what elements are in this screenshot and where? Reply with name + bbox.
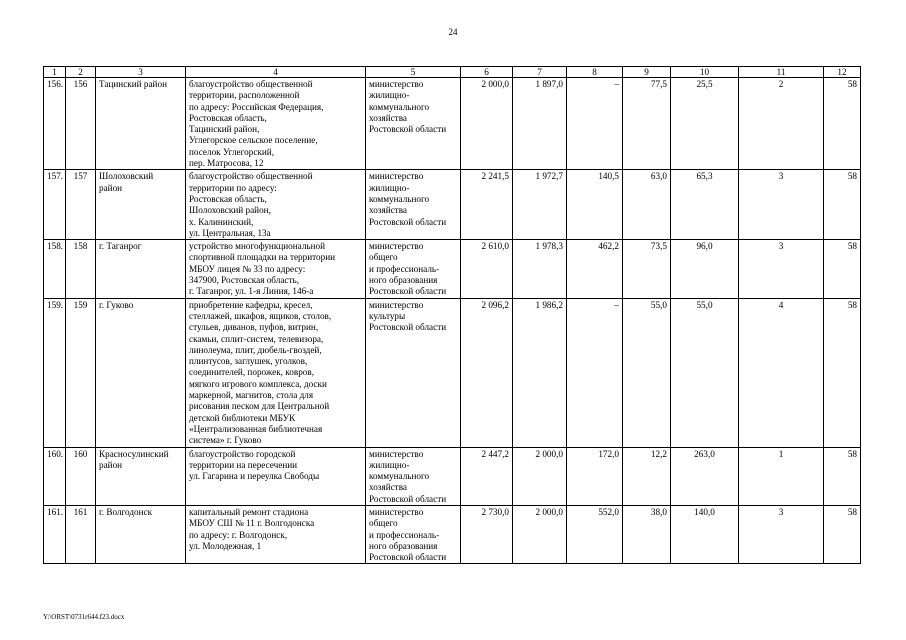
score-cell: 2 [739,78,824,170]
responsible-ministry-cell: министерство культуры Ростовской области [366,298,461,447]
column-header: 4 [186,67,366,78]
business-funds-cell: 263,0 [671,447,739,505]
rating-cell: 58 [824,170,861,240]
column-header: 8 [567,67,623,78]
column-number-row [44,67,861,78]
business-funds-cell: 25,5 [671,78,739,170]
total-cost-cell: 2 241,5 [461,170,513,240]
project-description-cell: благоустройство общественной территории, расположенной по адресу: Российская Федерация, Ростовская область, Тацинский район, Углегорское сельское поселение, поселок Углегорский, пер. Матросова, 12 [186,78,366,170]
population-funds-cell: 63,0 [623,170,671,240]
population-funds-cell: 55,0 [623,298,671,447]
project-number-cell: 161 [66,505,96,563]
project-description-cell: капитальный ремонт стадиона МБОУ СШ № 11 г. Волгодонска по адресу: г. Волгодонск, ул. Молодежная, 1 [186,505,366,563]
table-row [44,505,861,563]
score-cell: 3 [739,240,824,298]
rating-cell: 58 [824,505,861,563]
regional-budget-cell: 1 986,2 [513,298,567,447]
regional-budget-cell: 2 000,0 [513,505,567,563]
population-funds-cell: 38,0 [623,505,671,563]
row-index-cell: 160. [44,447,66,505]
row-index-cell: 159. [44,298,66,447]
local-budget-cell: 172,0 [567,447,623,505]
total-cost-cell: 2 610,0 [461,240,513,298]
population-funds-cell: 73,5 [623,240,671,298]
column-header: 2 [66,67,96,78]
regional-budget-cell: 1 978,3 [513,240,567,298]
row-index-cell: 157. [44,170,66,240]
project-number-cell: 157 [66,170,96,240]
column-header: 12 [824,67,861,78]
business-funds-cell: 55,0 [671,298,739,447]
score-cell: 1 [739,447,824,505]
project-description-cell: благоустройство общественной территории по адресу: Ростовская область, Шолоховский район, х. Калининский, ул. Центральная, 13а [186,170,366,240]
local-budget-cell: – [567,78,623,170]
score-cell: 3 [739,170,824,240]
responsible-ministry-cell: министерство общего и профессиональ- ного образования Ростовской области [366,505,461,563]
project-description-cell: устройство многофункциональной спортивной площадки на территории МБОУ лицея № 33 по адресу: 347900, Ростовская область, г. Таганрог, ул. 1-я Линия, 146-а [186,240,366,298]
regional-budget-cell: 2 000,0 [513,447,567,505]
municipality-cell: г. Волгодонск [96,505,186,563]
local-budget-cell: 462,2 [567,240,623,298]
population-funds-cell: 77,5 [623,78,671,170]
responsible-ministry-cell: министерство жилищно- коммунального хозяйства Ростовской области [366,170,461,240]
table-row [44,240,861,298]
rating-cell: 58 [824,78,861,170]
local-budget-cell: 552,0 [567,505,623,563]
project-number-cell: 159 [66,298,96,447]
file-path-footer: Y:\ORST\0731r644.f23.docx [43,613,125,621]
rating-cell: 58 [824,447,861,505]
municipality-cell: Красносулинский район [96,447,186,505]
business-funds-cell: 96,0 [671,240,739,298]
rating-cell: 58 [824,298,861,447]
total-cost-cell: 2 096,2 [461,298,513,447]
rating-cell: 58 [824,240,861,298]
page-number: 24 [448,27,458,37]
table-row [44,298,861,447]
municipality-cell: г. Таганрог [96,240,186,298]
score-cell: 4 [739,298,824,447]
responsible-ministry-cell: министерство общего и профессиональ- ного образования Ростовской области [366,240,461,298]
project-number-cell: 160 [66,447,96,505]
column-header: 10 [671,67,739,78]
column-header: 6 [461,67,513,78]
municipality-cell: г. Гуково [96,298,186,447]
column-header: 11 [739,67,824,78]
table-row [44,170,861,240]
total-cost-cell: 2 000,0 [461,78,513,170]
projects-table [43,66,861,564]
column-header: 9 [623,67,671,78]
regional-budget-cell: 1 897,0 [513,78,567,170]
project-number-cell: 158 [66,240,96,298]
column-header: 7 [513,67,567,78]
table-row [44,447,861,505]
project-description-cell: приобретение кафедры, кресел, стеллажей, шкафов, ящиков, столов, стульев, диванов, пуфов, витрин, скамьи, сплит-систем, телевизора, линолеума, плит, дюбель-гвоздей, плинтусов, заглушек, уголков, соединителей, порожек, ковров, мягкого игрового комплекса, доски маркерной, магнитов, стола для рисования песком для Центральной детской библиотеки МБУК «Централизованная библиотечная система» г. Гуково [186,298,366,447]
population-funds-cell: 12,2 [623,447,671,505]
score-cell: 3 [739,505,824,563]
business-funds-cell: 65,3 [671,170,739,240]
row-index-cell: 156. [44,78,66,170]
column-header: 3 [96,67,186,78]
column-header: 1 [44,67,66,78]
local-budget-cell: – [567,298,623,447]
project-number-cell: 156 [66,78,96,170]
project-description-cell: благоустройство городской территории на пересечении ул. Гагарина и переулка Свободы [186,447,366,505]
total-cost-cell: 2 447,2 [461,447,513,505]
responsible-ministry-cell: министерство жилищно- коммунального хозяйства Ростовской области [366,78,461,170]
regional-budget-cell: 1 972,7 [513,170,567,240]
municipality-cell: Шолоховский район [96,170,186,240]
row-index-cell: 161. [44,505,66,563]
total-cost-cell: 2 730,0 [461,505,513,563]
table-row [44,78,861,170]
local-budget-cell: 140,5 [567,170,623,240]
table-body [44,78,861,564]
column-header: 5 [366,67,461,78]
business-funds-cell: 140,0 [671,505,739,563]
responsible-ministry-cell: министерство жилищно- коммунального хозяйства Ростовской области [366,447,461,505]
row-index-cell: 158. [44,240,66,298]
municipality-cell: Тацинский район [96,78,186,170]
